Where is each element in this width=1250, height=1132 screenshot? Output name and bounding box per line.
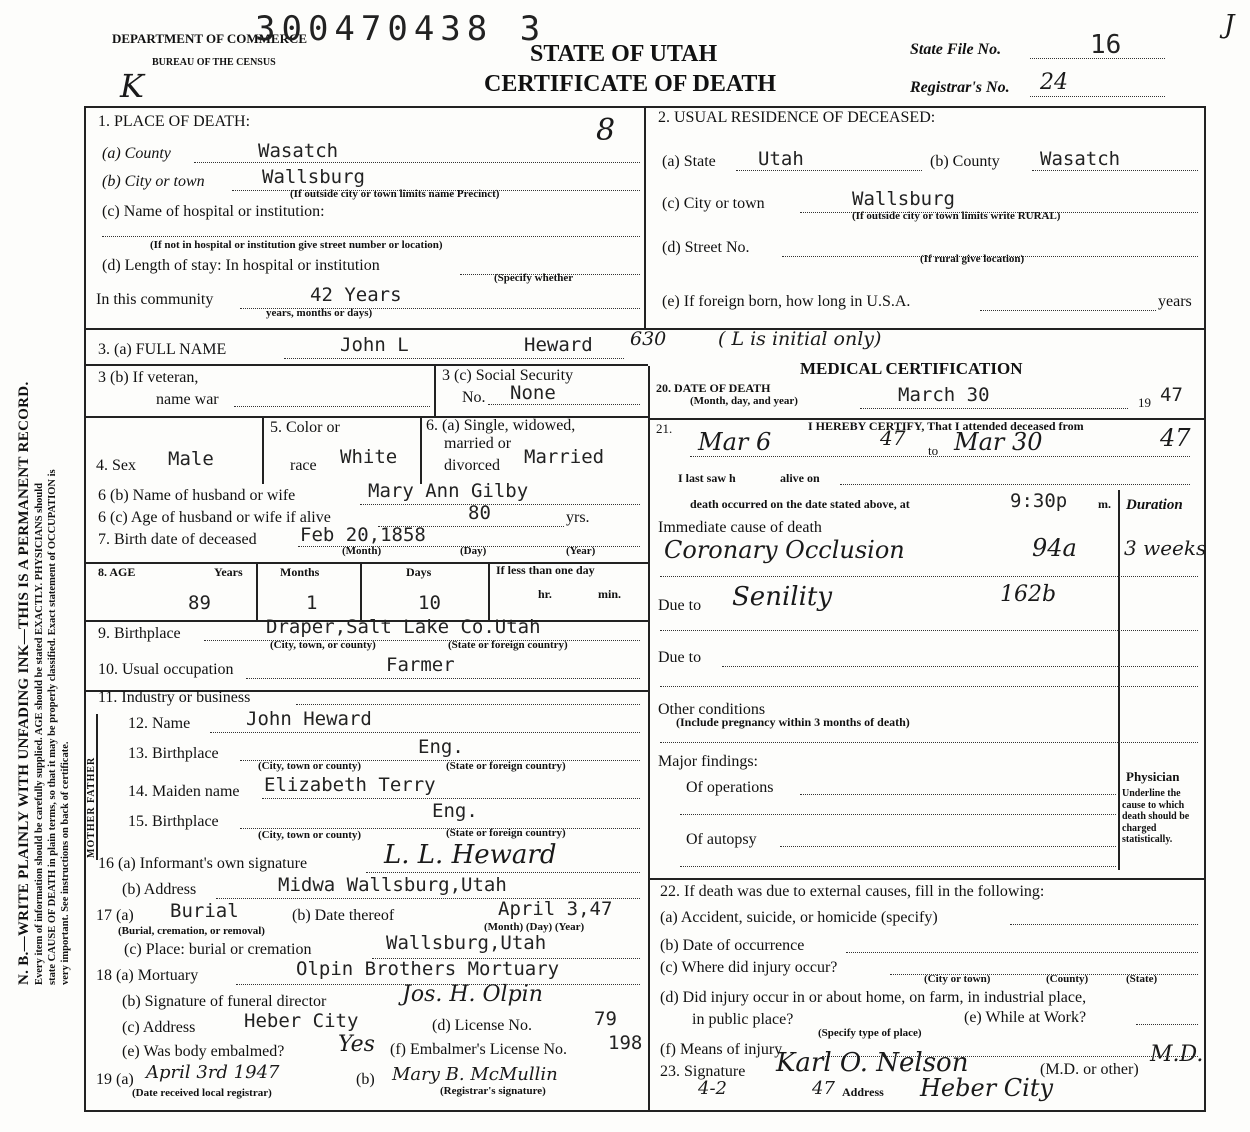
burial-date-note: (Month) (Day) (Year) xyxy=(484,921,585,933)
mother-birthplace: Eng. xyxy=(432,800,478,822)
occupation-value: Farmer xyxy=(386,654,455,676)
physician-signature: Karl O. Nelson xyxy=(776,1048,969,1078)
spouse-label: 6 (b) Name of husband or wife xyxy=(98,487,296,504)
name-note: ( L is initial only) xyxy=(718,328,882,350)
age-years: 89 xyxy=(188,592,211,614)
due-to-cause-1: Senility xyxy=(732,582,833,612)
cert-number: 21. xyxy=(656,421,673,436)
occurrence-date-label: (b) Date of occurrence xyxy=(660,937,805,954)
immediate-cause-duration: 3 weeks xyxy=(1124,536,1207,560)
month-note: (Month) xyxy=(342,545,382,557)
attended-from-year: 47 xyxy=(880,426,906,450)
date-of-death-label: 20. DATE OF DEATH xyxy=(656,381,771,395)
birthplace-value: Draper,Salt Lake Co.Utah xyxy=(266,616,541,638)
father-note-1: (City, town or county) xyxy=(258,760,362,772)
burial-label: 17 (a) xyxy=(96,907,134,924)
signature-address: Heber City xyxy=(920,1074,1054,1102)
stay-label: (d) Length of stay: In hospital or institution xyxy=(102,257,380,274)
registrar-sig-label: (b) xyxy=(356,1071,375,1088)
mortuary-name: Olpin Brothers Mortuary xyxy=(296,958,560,980)
year-note: (Year) xyxy=(566,545,596,557)
other-conditions-label: Other conditions xyxy=(658,701,766,718)
age-months-label: Months xyxy=(280,565,320,579)
embalmer-license-label: (f) Embalmer's License No. xyxy=(390,1041,568,1058)
father-name-label: 12. Name xyxy=(128,715,191,732)
community-label: In this community xyxy=(96,291,214,308)
accident-label: (a) Accident, suicide, or homicide (specify) xyxy=(660,909,938,926)
duration-label: Duration xyxy=(1126,497,1183,513)
md-label: (M.D. or other) xyxy=(1040,1061,1139,1078)
residence-county: Wasatch xyxy=(1040,148,1121,170)
residence-state-label: (a) State xyxy=(662,153,716,170)
injury-location-label: (d) Did injury occur in or about home, on farm, in industrial place, xyxy=(660,989,1087,1006)
injury-state-note: (State) xyxy=(1126,973,1158,985)
embalmed-label: (e) Was body embalmed? xyxy=(122,1043,285,1060)
margin-warning: N. B.—WRITE PLAINLY WITH UNFADING INK—THIS IS A PERMANENT RECORD. xyxy=(16,381,32,985)
sex-value: Male xyxy=(168,448,214,470)
death-occurred-label: death occurred on the date stated above, at xyxy=(690,497,910,511)
marital-status: Married xyxy=(524,446,605,468)
birthplace-label: 9. Birthplace xyxy=(98,625,181,642)
race-value: White xyxy=(340,446,398,468)
registrar-signature: Mary B. McMullin xyxy=(392,1064,558,1085)
time-suffix: m. xyxy=(1098,497,1111,511)
birth-date-label: 7. Birth date of deceased xyxy=(98,531,257,548)
years-unit: years xyxy=(1158,293,1192,310)
mortuary-address-label: (c) Address xyxy=(122,1019,196,1036)
autopsy-label: Of autopsy xyxy=(686,831,757,848)
full-name-label: 3. (a) FULL NAME xyxy=(98,341,227,358)
death-county: Wasatch xyxy=(258,140,339,162)
age-less-label: If less than one day xyxy=(496,563,595,577)
margin-instruction-2: state CAUSE OF DEATH in plain terms, so that it may be properly classified. Exact statement of OCCUPATION is xyxy=(47,469,58,985)
registrar-sig-note: (Registrar's signature) xyxy=(440,1085,546,1097)
place-of-death-heading: 1. PLACE OF DEATH: xyxy=(98,113,251,130)
age-years-label: Years xyxy=(214,565,243,579)
underline-instruction: Underline the cause to which death should be charged statistically. xyxy=(1122,788,1190,845)
death-century: 19 xyxy=(1138,395,1151,410)
other-conditions-note: (Include pregnancy within 3 months of death) xyxy=(676,715,910,729)
birthplace-note-2: (State or foreign country) xyxy=(448,639,568,651)
means-of-injury-label: (f) Means of injury xyxy=(660,1041,783,1058)
while-at-work-label: (e) While at Work? xyxy=(964,1009,1087,1026)
spouse-age-label: 6 (c) Age of husband or wife if alive xyxy=(98,509,331,526)
burial-date: April 3,47 xyxy=(498,898,613,920)
informant-signature: L. L. Heward xyxy=(384,840,557,870)
margin-instruction-3: very important. See instructions on back of certificate. xyxy=(60,741,71,985)
veteran-label: 3 (b) If veteran, xyxy=(98,369,199,386)
funeral-director-signature: Jos. H. Olpin xyxy=(402,982,543,1007)
parents-side-label: MOTHER FATHER xyxy=(86,756,97,858)
due-to-label-2: Due to xyxy=(658,649,702,666)
father-birthplace: Eng. xyxy=(418,736,464,758)
marital-label-2: married or xyxy=(444,435,512,452)
bureau-label: BUREAU OF THE CENSUS xyxy=(152,57,276,68)
certificate-title: CERTIFICATE OF DEATH xyxy=(484,71,777,97)
state-file-number: 16 xyxy=(1090,30,1122,60)
state-title: STATE OF UTAH xyxy=(530,41,718,67)
death-time: 9:30p xyxy=(1010,490,1068,512)
name-code: 630 xyxy=(630,328,667,350)
attended-to-year: 47 xyxy=(1160,424,1191,452)
burial-place-label: (c) Place: burial or cremation xyxy=(124,941,312,958)
signature-year: 47 xyxy=(812,1078,835,1099)
attended-from: Mar 6 xyxy=(698,428,772,456)
hr-unit: hr. xyxy=(538,587,552,601)
immediate-cause-code: 94a xyxy=(1032,534,1077,562)
street-note: (If rural give location) xyxy=(920,253,1025,265)
embalmer-license: 198 xyxy=(608,1032,643,1054)
registrar-date-label: 19 (a) xyxy=(96,1071,134,1088)
place-check-mark: 8 xyxy=(596,113,616,148)
operations-label: Of operations xyxy=(686,779,774,796)
injury-county-note: (County) xyxy=(1046,973,1089,985)
industry-label: 11. Industry or business xyxy=(98,689,251,706)
father-birthplace-label: 13. Birthplace xyxy=(128,745,219,762)
hospital-note: (If not in hospital or institution give street number or location) xyxy=(150,239,443,251)
age-label: 8. AGE xyxy=(98,565,136,579)
mother-maiden-name: Elizabeth Terry xyxy=(264,774,436,796)
signature-address-label: Address xyxy=(842,1085,884,1099)
mortuary-address: Heber City xyxy=(244,1010,359,1032)
mother-note-1: (City, town or county) xyxy=(258,829,362,841)
residence-heading: 2. USUAL RESIDENCE OF DECEASED: xyxy=(658,109,936,126)
age-days-label: Days xyxy=(406,565,432,579)
city-label: (b) City or town xyxy=(102,173,205,190)
social-security-label: 3 (c) Social Security xyxy=(442,367,574,384)
mortuary-label: 18 (a) Mortuary xyxy=(96,967,199,984)
burial-place: Wallsburg,Utah xyxy=(386,932,547,954)
license-label: (d) License No. xyxy=(432,1017,532,1034)
last-name: Heward xyxy=(524,334,593,356)
father-name: John Heward xyxy=(246,708,372,730)
day-note: (Day) xyxy=(460,545,487,557)
stamp-mark: K xyxy=(120,67,144,105)
due-to-label-1: Due to xyxy=(658,597,702,614)
mother-maiden-label: 14. Maiden name xyxy=(128,783,240,800)
registrar-label: Registrar's No. xyxy=(910,79,1010,96)
signature-label: 23. Signature xyxy=(660,1063,746,1080)
social-security-number: None xyxy=(510,382,556,404)
immediate-cause: Coronary Occlusion xyxy=(664,536,905,564)
major-findings-label: Major findings: xyxy=(658,753,758,770)
burial-note: (Burial, cremation, or removal) xyxy=(118,925,265,937)
veteran-war-label: name war xyxy=(156,391,219,408)
corner-mark: J xyxy=(1224,10,1235,40)
occupation-label: 10. Usual occupation xyxy=(98,661,234,678)
department-label: DEPARTMENT OF COMMERCE xyxy=(112,31,308,46)
attended-to: Mar 30 xyxy=(954,428,1043,456)
informant-address: Midwa Wallsburg,Utah xyxy=(278,874,507,896)
mother-birthplace-label: 15. Birthplace xyxy=(128,813,219,830)
birth-date: Feb 20,1858 xyxy=(300,524,426,546)
sex-label: 4. Sex xyxy=(96,457,136,474)
public-place-label: in public place? xyxy=(692,1011,794,1028)
embalmed-value: Yes xyxy=(338,1032,375,1057)
foreign-born-label: (e) If foreign born, how long in U.S.A. xyxy=(662,293,911,310)
father-note-2: (State or foreign country) xyxy=(446,760,566,772)
registrar-date: April 3rd 1947 xyxy=(146,1062,280,1083)
informant-label: 16 (a) Informant's own signature xyxy=(98,855,308,872)
spouse-age: 80 xyxy=(468,502,491,524)
death-year: 47 xyxy=(1160,384,1183,406)
injury-city-note: (City or town) xyxy=(924,973,991,985)
yrs-unit: yrs. xyxy=(566,509,590,526)
age-days: 10 xyxy=(418,592,441,614)
funeral-director-label: (b) Signature of funeral director xyxy=(122,993,327,1010)
alive-on-label: alive on xyxy=(780,471,820,485)
specify-note: (Specify whether xyxy=(494,272,574,284)
birthplace-note-1: (City, town, or county) xyxy=(270,639,376,651)
margin-instruction-1: Every item of information should be carefully supplied. AGE should be stated EXACTLY. PHYSICIANS should xyxy=(34,483,45,985)
spouse-name: Mary Ann Gilby xyxy=(368,480,529,502)
registrar-number: 24 xyxy=(1040,70,1068,95)
first-name: John L xyxy=(340,334,409,356)
residence-county-label: (b) County xyxy=(930,153,1000,170)
informant-address-label: (b) Address xyxy=(122,881,197,898)
death-city: Wallsburg xyxy=(262,166,365,188)
injury-place-note: (Specify type of place) xyxy=(818,1027,922,1039)
burial-method: Burial xyxy=(170,900,239,922)
mother-note-2: (State or foreign country) xyxy=(446,827,566,839)
residence-city: Wallsburg xyxy=(852,188,955,210)
min-unit: min. xyxy=(598,587,622,601)
city-note: (If outside city or town limits name Precinct) xyxy=(290,188,500,200)
due-to-code-1: 162b xyxy=(1000,582,1057,607)
age-months: 1 xyxy=(306,592,318,614)
state-file-label: State File No. xyxy=(910,41,1002,58)
community-duration: 42 Years xyxy=(310,284,402,306)
color-label: 5. Color or xyxy=(270,419,340,436)
license-number: 79 xyxy=(594,1008,617,1030)
date-of-death: March 30 xyxy=(898,384,990,406)
date-of-death-note: (Month, day, and year) xyxy=(690,395,798,407)
registrar-date-note: (Date received local registrar) xyxy=(132,1087,272,1099)
signature-date: 4-2 xyxy=(698,1078,727,1099)
street-label: (d) Street No. xyxy=(662,239,750,256)
md-value: M.D. xyxy=(1150,1042,1204,1067)
physician-label: Physician xyxy=(1126,769,1180,784)
last-saw-label: I last saw h xyxy=(678,471,736,485)
certify-text: I HEREBY CERTIFY, That I attended deceased from xyxy=(808,419,1084,433)
residence-city-label: (c) City or town xyxy=(662,195,765,212)
hospital-label: (c) Name of hospital or institution: xyxy=(102,203,325,220)
immediate-cause-label: Immediate cause of death xyxy=(658,519,822,536)
marital-label-3: divorced xyxy=(444,457,500,474)
serial-number: 300470438 3 xyxy=(255,9,547,49)
community-note: years, months or days) xyxy=(266,307,373,319)
medical-heading: MEDICAL CERTIFICATION xyxy=(800,359,1023,378)
external-causes-heading: 22. If death was due to external causes, fill in the following: xyxy=(660,883,1045,900)
residence-city-note: (If outside city or town limits write RURAL) xyxy=(852,210,1061,222)
residence-state: Utah xyxy=(758,148,804,170)
social-security-no-label: No. xyxy=(462,389,486,406)
injury-place-label: (c) Where did injury occur? xyxy=(660,959,838,976)
to-label: to xyxy=(928,443,939,458)
burial-date-label: (b) Date thereof xyxy=(292,907,395,924)
race-label: race xyxy=(290,457,317,474)
marital-label: 6. (a) Single, widowed, xyxy=(426,417,576,434)
county-label: (a) County xyxy=(102,145,171,162)
